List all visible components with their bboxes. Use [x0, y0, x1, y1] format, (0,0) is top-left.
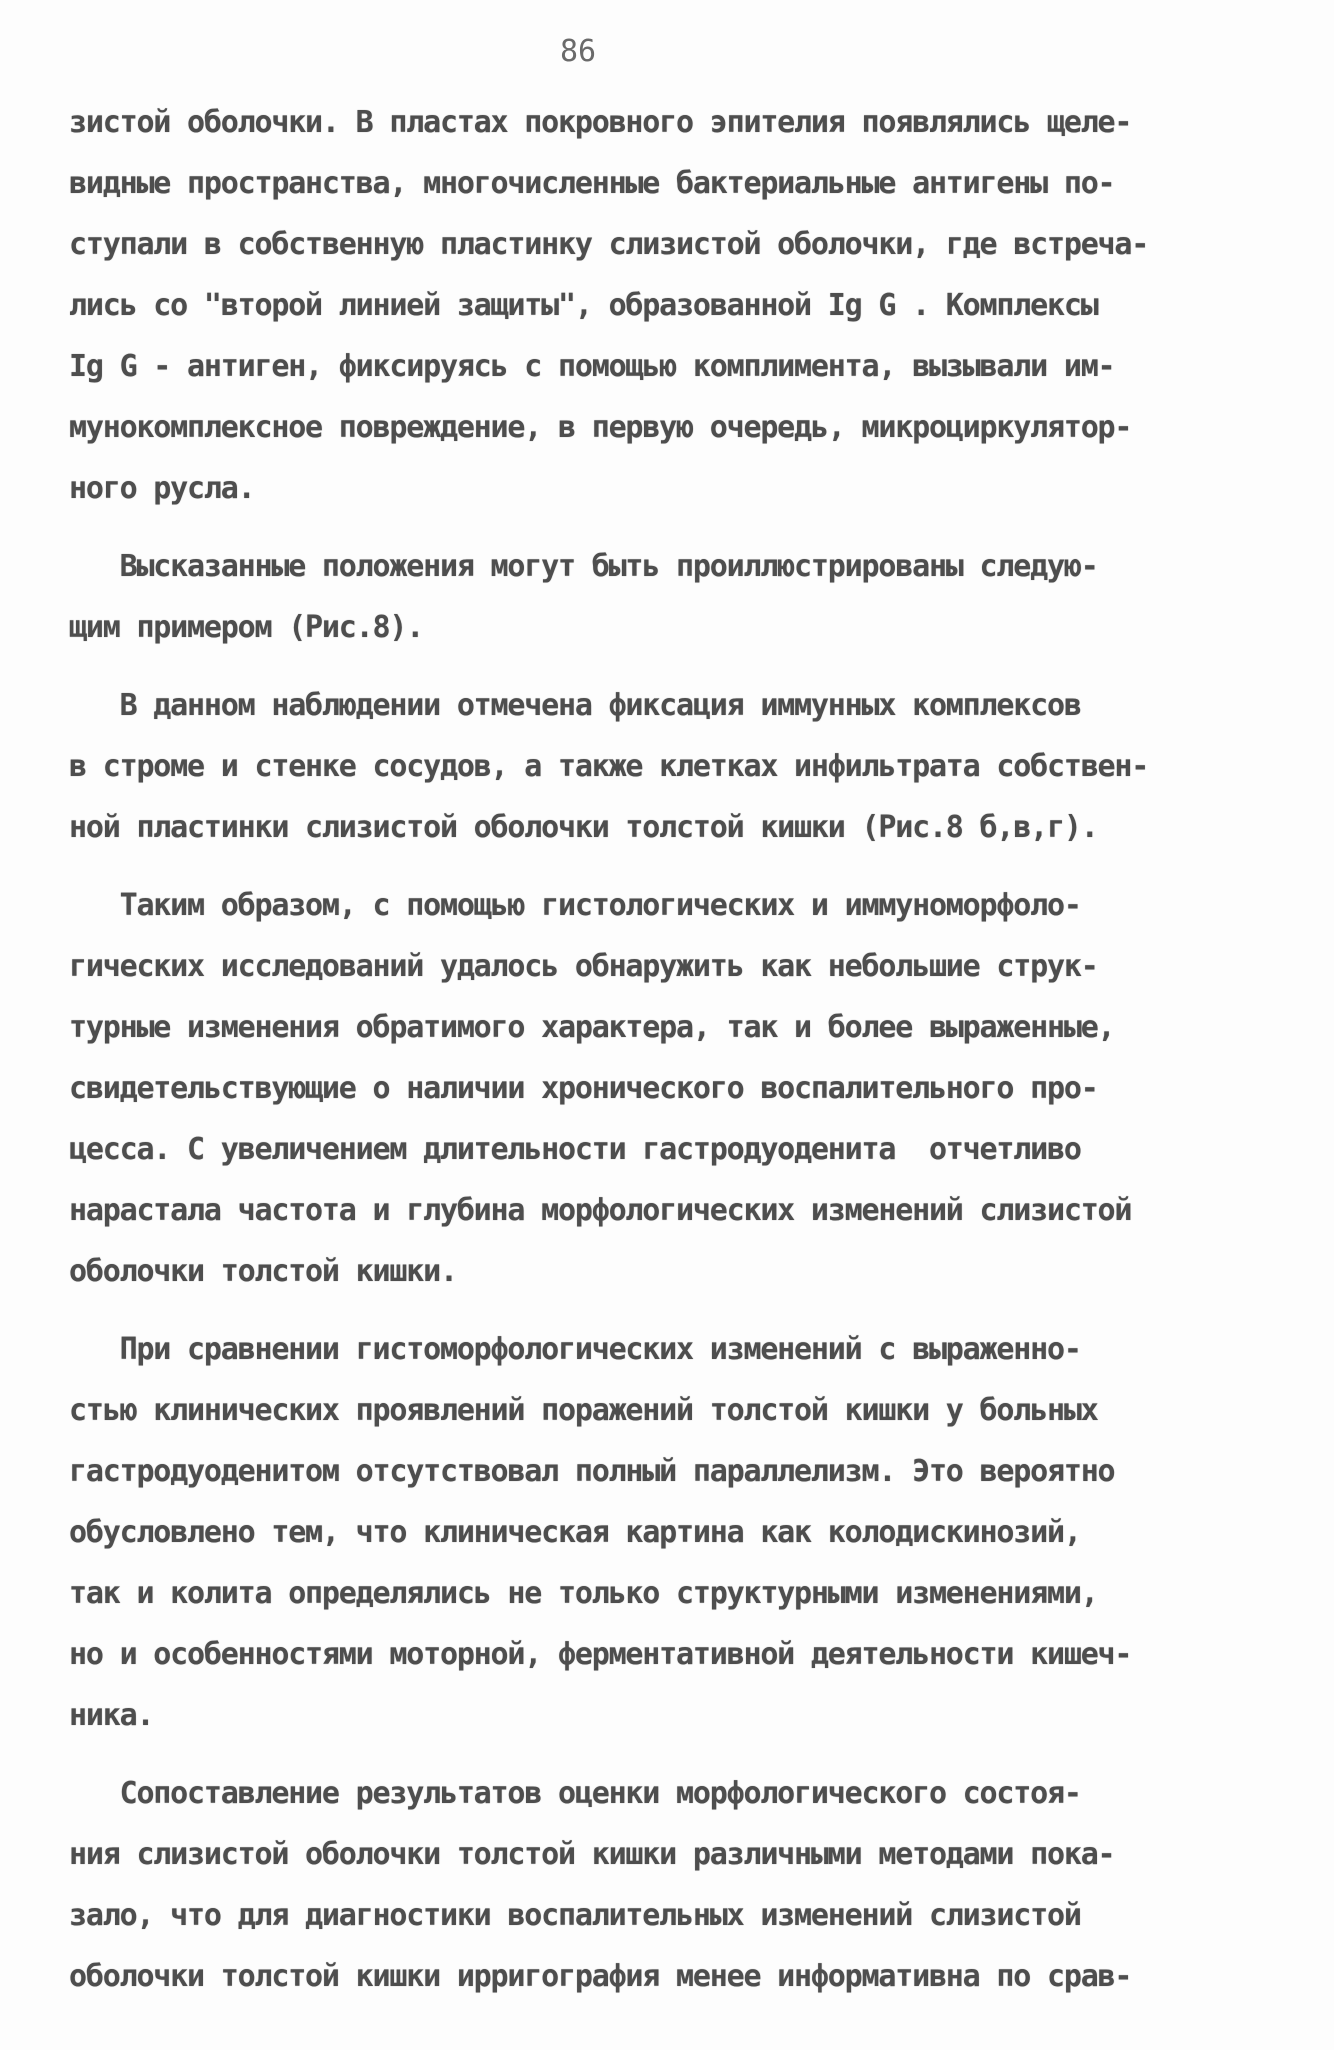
text-line: зистой оболочки. В пластах покровного эпителия появлялись щеле- — [69, 105, 1132, 140]
text-line: так и колита определялись не только структурными изменениями, — [69, 1576, 1098, 1611]
text-line: При сравнении гистоморфологических изменений с выраженно- — [69, 1332, 1081, 1367]
text-line: щим примером (Рис.8). — [69, 610, 424, 645]
text-line: мунокомплексное повреждение, в первую очередь, микроциркулятор- — [69, 410, 1132, 445]
text-line: Сопоставление результатов оценки морфологического состоя- — [69, 1776, 1081, 1811]
text-line: обусловлено тем, что клиническая картина как колодискинозий, — [69, 1515, 1081, 1550]
text-line: но и особенностями моторной, ферментативной деятельности кишеч- — [69, 1637, 1132, 1672]
text-line: лись со "второй линией защиты", образованной Ig G . Комплексы — [69, 288, 1098, 323]
text-line: Высказанные положения могут быть проиллюстрированы следую- — [69, 549, 1098, 584]
text-line: гических исследований удалось обнаружить как небольшие струк- — [69, 949, 1098, 984]
page-number: 86 — [559, 34, 597, 69]
text-line: цесса. С увеличением длительности гастродуоденита отчетливо — [69, 1132, 1081, 1167]
text-line: ступали в собственную пластинку слизистой оболочки, где встреча- — [69, 227, 1149, 262]
text-line: в строме и стенке сосудов, а также клетках инфильтрата собствен- — [69, 749, 1149, 784]
text-line: турные изменения обратимого характера, так и более выраженные, — [69, 1010, 1115, 1045]
body-text — [69, 92, 1249, 2007]
text-line: ной пластинки слизистой оболочки толстой кишки (Рис.8 б,в,г). — [69, 810, 1098, 845]
text-line: оболочки толстой кишки. — [69, 1254, 457, 1289]
text-line: свидетельствующие о наличии хронического воспалительного про- — [69, 1071, 1098, 1106]
text-line: ника. — [69, 1698, 154, 1733]
text-line: гастродуоденитом отсутствовал полный параллелизм. Это вероятно — [69, 1454, 1115, 1489]
text-line: В данном наблюдении отмечена фиксация иммунных комплексов — [69, 688, 1081, 723]
text-line: ния слизистой оболочки толстой кишки различными методами пока- — [69, 1837, 1115, 1872]
text-line: видные пространства, многочисленные бактериальные антигены по- — [69, 166, 1115, 201]
text-line: Таким образом, с помощью гистологических и иммуноморфоло- — [69, 888, 1081, 923]
text-line: Ig G - антиген, фиксируясь с помощью комплимента, вызывали им- — [69, 349, 1115, 384]
text-line: нарастала частота и глубина морфологических изменений слизистой — [69, 1193, 1132, 1228]
text-line: оболочки толстой кишки ирригография менее информативна по срав- — [69, 1959, 1132, 1994]
text-line: стью клинических проявлений поражений толстой кишки у больных — [69, 1393, 1098, 1428]
text-line: зало, что для диагностики воспалительных изменений слизистой — [69, 1898, 1081, 1933]
text-line: ного русла. — [69, 471, 255, 506]
